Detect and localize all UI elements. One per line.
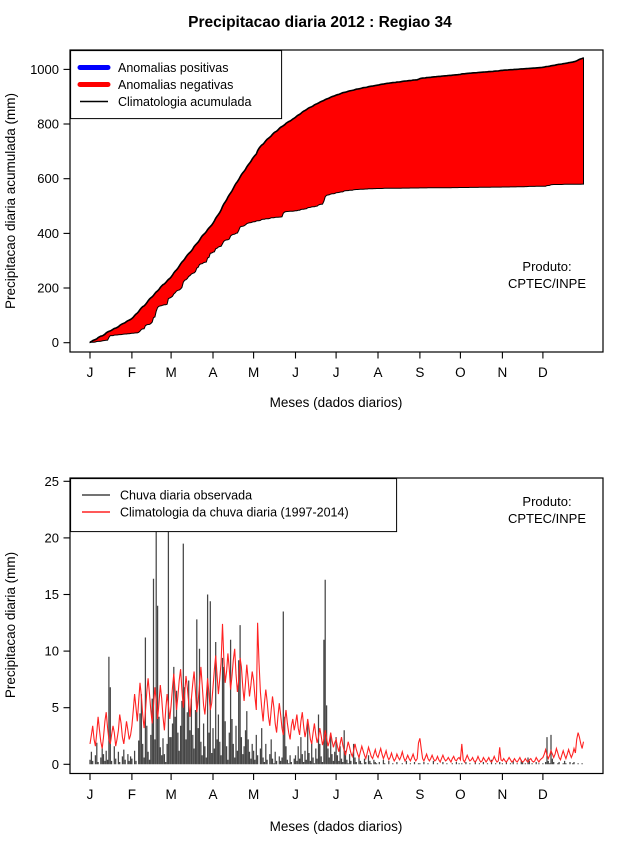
x-tick-label: F bbox=[127, 787, 137, 802]
x-tick-label: M bbox=[165, 787, 177, 802]
y-tick-label: 15 bbox=[44, 587, 59, 602]
x-tick-label: D bbox=[538, 787, 548, 802]
produto-annotation: Produto: bbox=[522, 494, 572, 509]
accumulated-precipitation-chart bbox=[3, 50, 603, 410]
legend-label: Anomalias negativas bbox=[118, 77, 234, 92]
produto-annotation: CPTEC/INPE bbox=[507, 276, 587, 291]
y-tick-label: 800 bbox=[37, 116, 59, 132]
x-tick-label: A bbox=[208, 365, 218, 380]
legend-label: Climatologia da chuva diaria (1997-2014) bbox=[120, 505, 349, 520]
x-tick-label: M bbox=[247, 787, 260, 802]
x-tick-label: J bbox=[332, 365, 340, 380]
daily-precipitation-chart bbox=[3, 474, 603, 834]
x-tick-label: S bbox=[415, 365, 425, 380]
y-tick-label: 20 bbox=[44, 530, 59, 546]
x-tick-label: M bbox=[247, 365, 260, 380]
produto-annotation: CPTEC/INPE bbox=[507, 511, 587, 526]
y-tick-label: 200 bbox=[37, 280, 59, 296]
x-tick-label: J bbox=[86, 787, 94, 802]
x-tick-label: M bbox=[165, 365, 177, 380]
x-tick-label: O bbox=[455, 365, 466, 380]
x-tick-label: J bbox=[86, 365, 94, 380]
x-tick-label: N bbox=[497, 365, 508, 380]
y-axis-title: Precipitacao diaria (mm) bbox=[3, 551, 18, 699]
legend-label: Anomalias positivas bbox=[118, 60, 229, 75]
x-tick-label: N bbox=[497, 787, 508, 802]
y-tick-label: 0 bbox=[51, 756, 59, 772]
x-tick-label: F bbox=[127, 365, 137, 380]
x-tick-label: A bbox=[373, 365, 383, 380]
y-tick-label: 1000 bbox=[30, 61, 59, 77]
y-tick-label: 0 bbox=[51, 335, 59, 351]
x-tick-label: A bbox=[373, 787, 383, 802]
x-tick-label: J bbox=[292, 787, 299, 802]
y-axis-title: Precipitacao diaria acumulada (mm) bbox=[3, 92, 18, 310]
legend-label: Climatologia acumulada bbox=[118, 94, 252, 109]
daily-climatology-line bbox=[90, 623, 584, 762]
x-tick-label: J bbox=[332, 787, 340, 802]
x-tick-label: D bbox=[538, 365, 548, 380]
x-axis-title: Meses (dados diarios) bbox=[269, 395, 403, 410]
y-tick-label: 400 bbox=[37, 225, 59, 241]
y-tick-label: 25 bbox=[44, 473, 59, 489]
y-tick-label: 10 bbox=[44, 643, 59, 659]
x-tick-label: S bbox=[415, 787, 425, 802]
x-axis-title: Meses (dados diarios) bbox=[269, 819, 403, 834]
x-tick-label: A bbox=[208, 787, 218, 802]
y-tick-label: 600 bbox=[37, 171, 59, 187]
legend-label: Chuva diaria observada bbox=[120, 488, 253, 503]
x-tick-label: J bbox=[292, 365, 299, 380]
chart-title: Precipitacao diaria 2012 : Regiao 34 bbox=[188, 14, 452, 31]
y-tick-label: 5 bbox=[51, 700, 59, 716]
produto-annotation: Produto: bbox=[522, 259, 572, 274]
x-tick-label: O bbox=[455, 787, 466, 802]
